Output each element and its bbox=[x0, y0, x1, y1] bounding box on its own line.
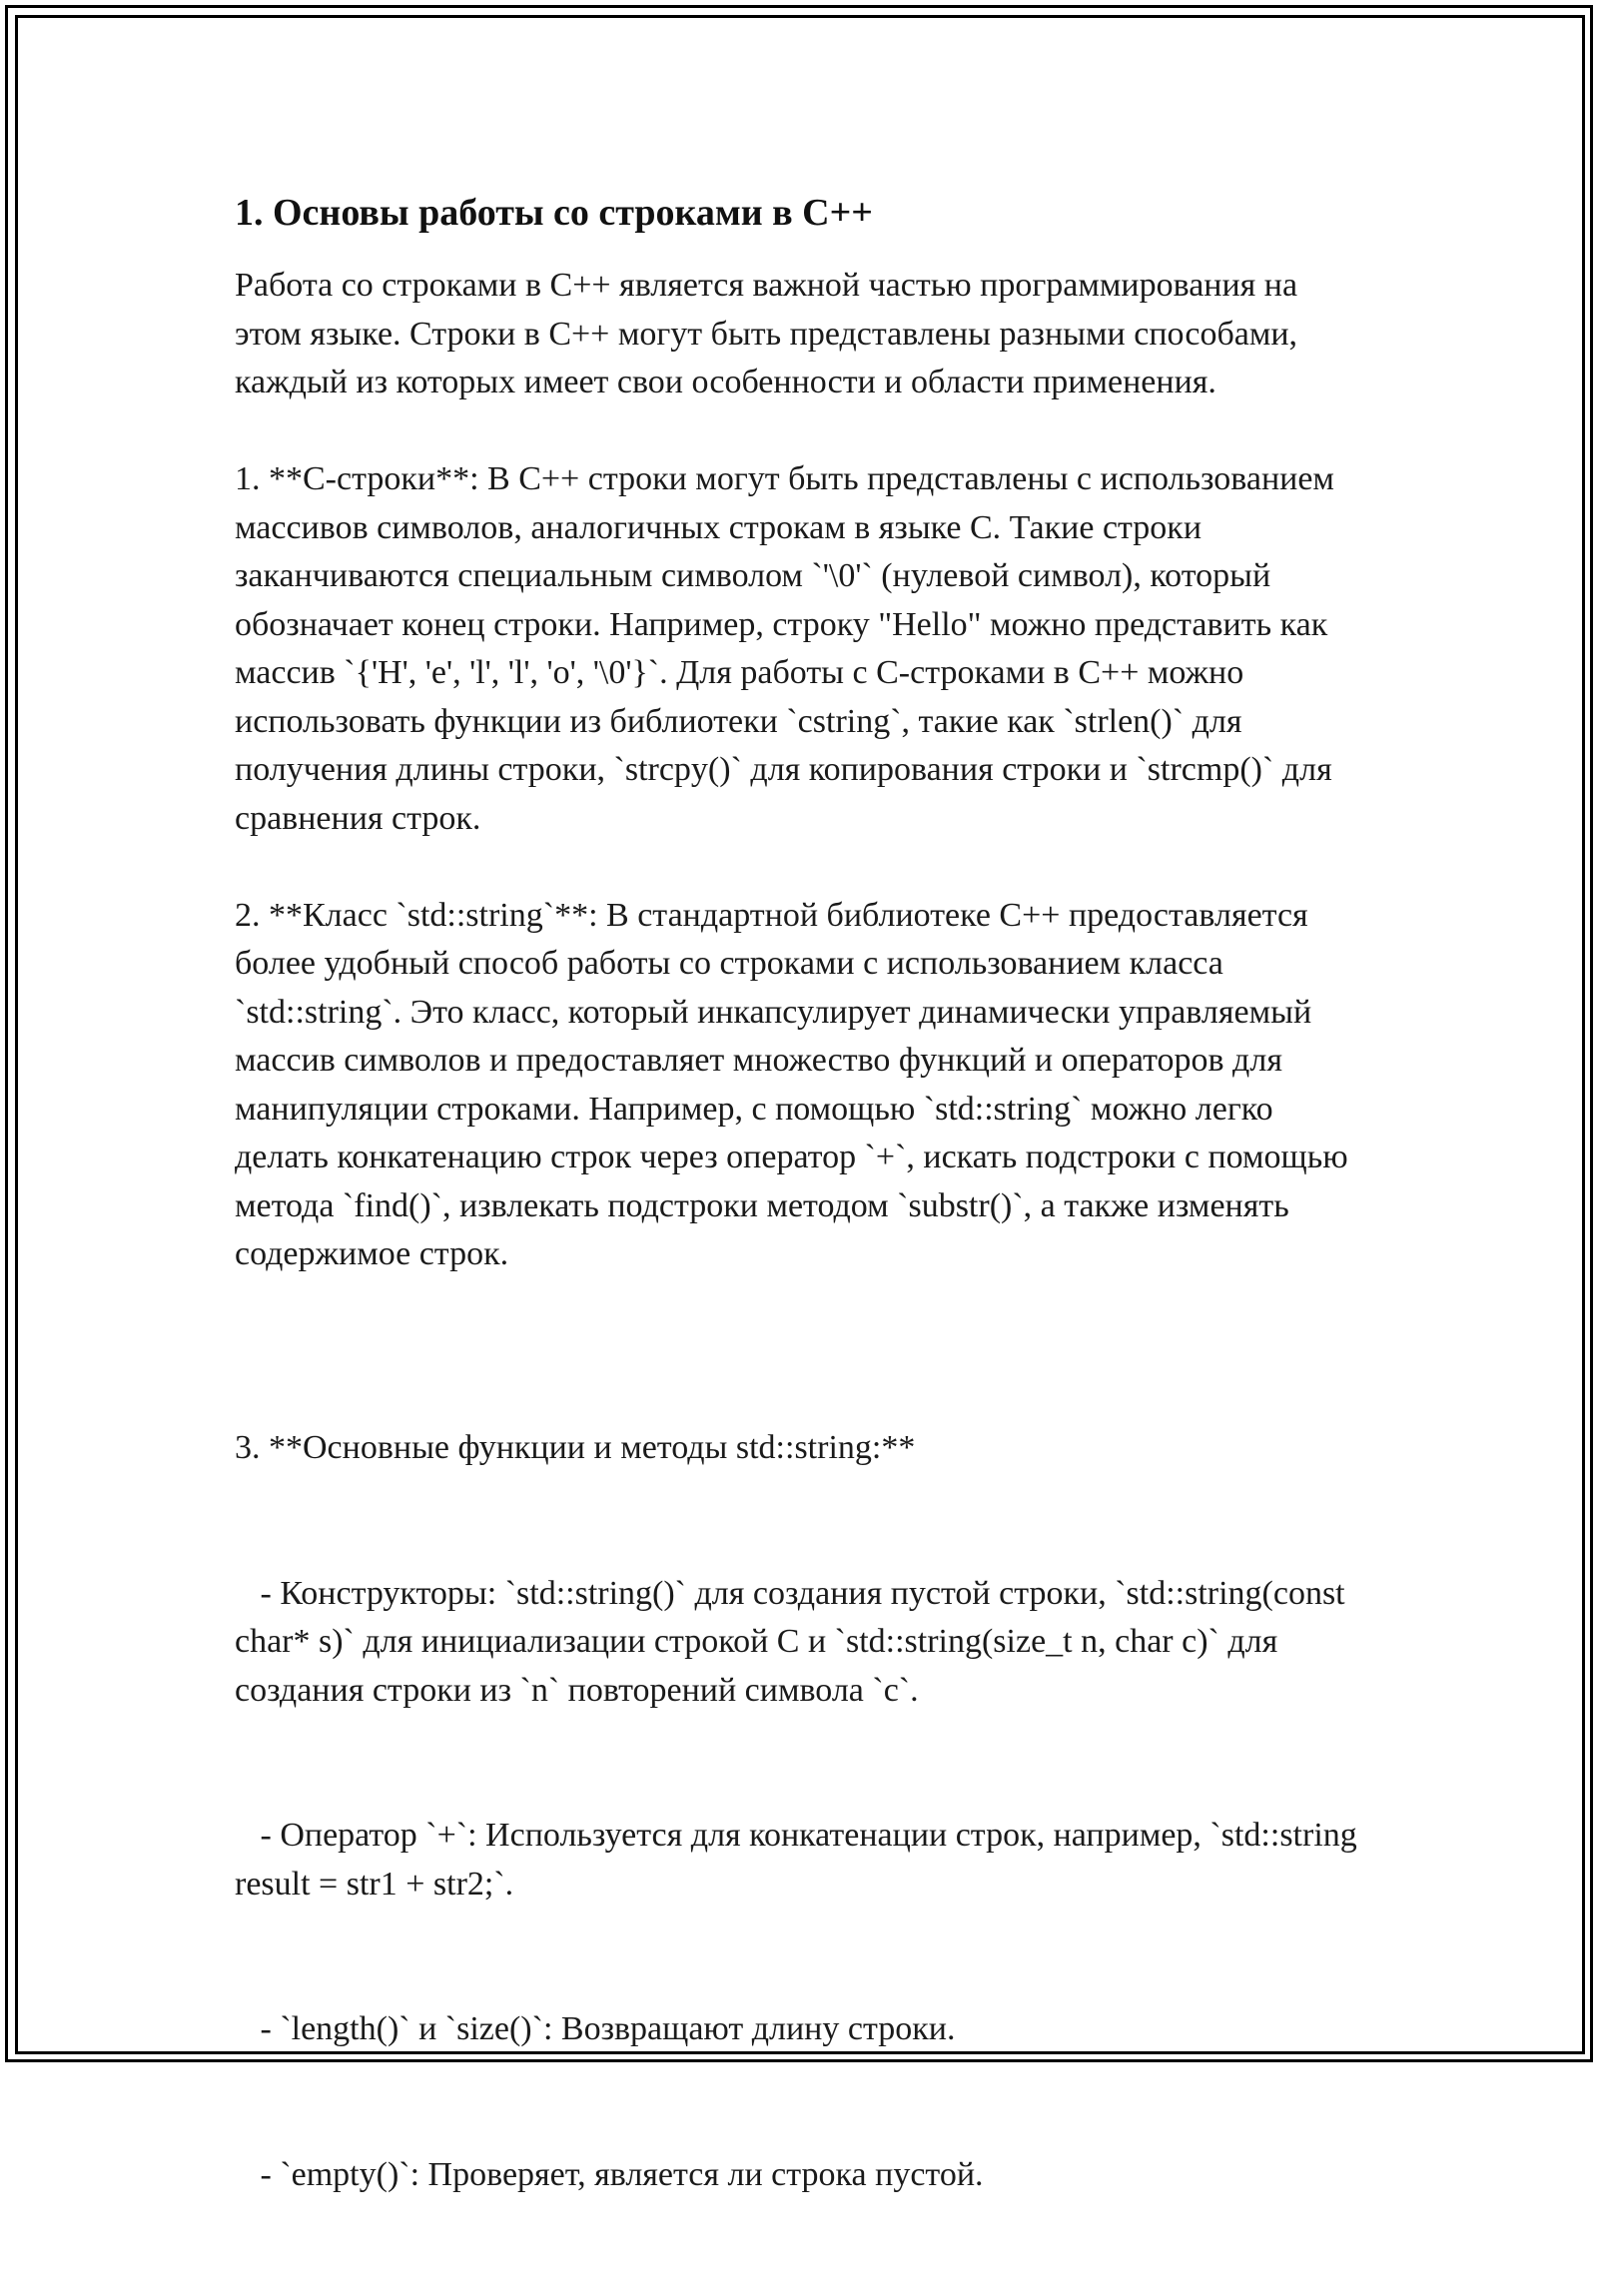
document-body bbox=[235, 188, 1366, 2296]
item-std-string-class: 2. **Класс `std::string`**: В стандартной библиотеке C++ предоставляется более удобный способ работы со строками с использованием класса `std::string`. Это класс, который инкапсулирует динамически управляемый массив символов и предоставляет множество функций и операторов для манипуляции строками. Например, с помощью `std::string` можно легко делать конкатенацию строк через оператор `+`, искать подстроки с помощью метода `find()`, извлекать подстроки методом `substr()`, а также изменять содержимое строк. bbox=[235, 896, 1357, 1272]
bullet-length-size: - `length()` и `size()`: Возвращают длину строки. bbox=[235, 2010, 956, 2047]
item-c-strings: 1. **C-строки**: В C++ строки могут быть представлены с использованием массивов символов, аналогичных строкам в языке C. Такие строки заканчиваются специальным символом `'\0'` (нулевой символ), который обозначает конец строки. Например, строку "Hello" можно представить как массив `{'H', 'e', 'l', 'l', 'o', '\0'}`. Для работы с C-строками в C++ можно использовать функции из библиотеки `cstring`, такие как `strlen()` для получения длины строки, `strcpy()` для копирования строки и `strcmp()` для сравнения строк. bbox=[235, 460, 1343, 837]
bullet-empty: - `empty()`: Проверяет, является ли строка пустой. bbox=[235, 2155, 984, 2193]
bullet-plus-operator: - Оператор `+`: Используется для конкатенации строк, например, `std::string result = str1 + str2;`. bbox=[235, 1817, 1366, 1903]
methods-title: 3. **Основные функции и методы std::string:** bbox=[235, 1429, 916, 1466]
bullet-constructors: - Конструкторы: `std::string()` для создания пустой строки, `std::string(const char* s)` для инициализации строкой C и `std::string(size_t n, char c)` для создания строки из `n` повторений символа `c`. bbox=[235, 1574, 1354, 1709]
intro-paragraph: Работа со строками в C++ является важной частью программирования на этом языке. Строки в C++ могут быть представлены разными способами, каждый из которых имеет свои особенности и области применения. bbox=[235, 267, 1306, 400]
section-heading: 1. Основы работы со строками в C++ bbox=[235, 192, 873, 234]
item-std-string-methods bbox=[235, 1327, 1366, 2296]
